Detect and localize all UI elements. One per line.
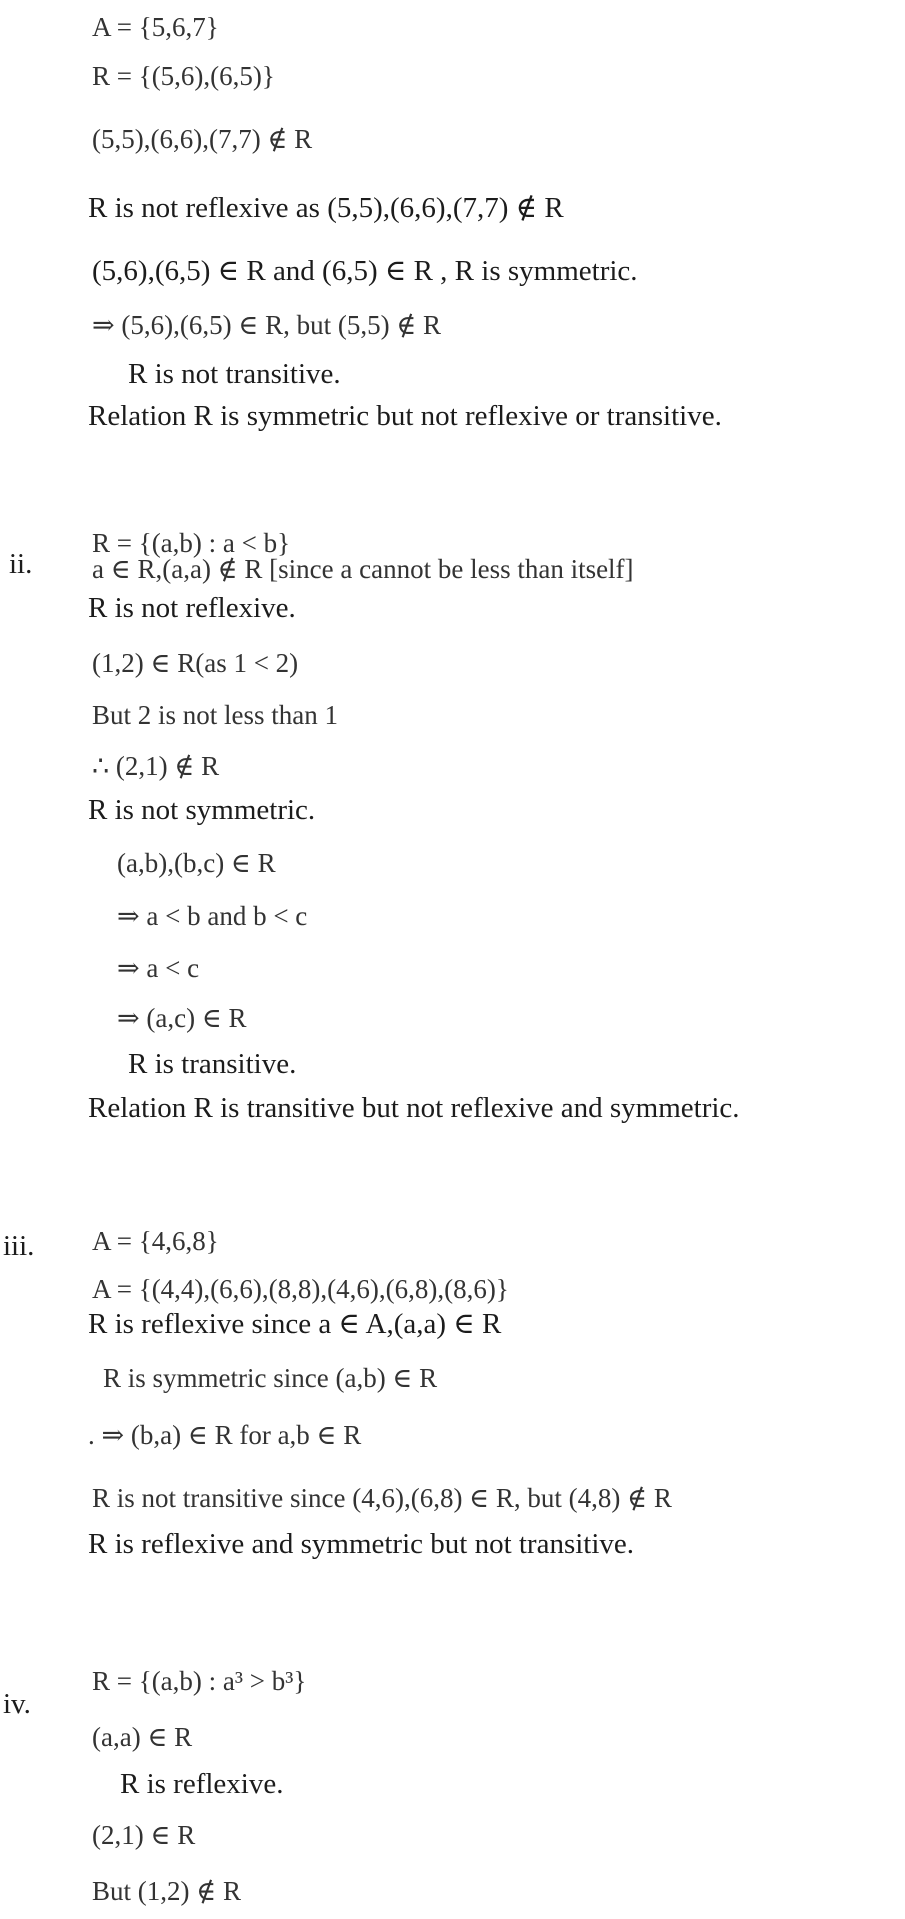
conclusion-line: Relation R is symmetric but not reflexive or transitive. — [88, 400, 722, 432]
conclusion-line: R is reflexive and symmetric but not transitive. — [88, 1528, 635, 1560]
math-line: ⇒ (a,c) ∈ R — [117, 1003, 247, 1033]
math-line: ⇒ (5,6),(6,5) ∈ R, but (5,5) ∉ R — [92, 310, 442, 340]
set-a-definition: A = {5,6,7} — [92, 12, 219, 42]
math-line: (5,5),(6,6),(7,7) ∉ R — [92, 124, 313, 154]
text-line: R is not reflexive as (5,5),(6,6),(7,7) ∉ R — [88, 192, 564, 224]
math-line: R is not transitive since (4,6),(6,8) ∈ R, but (4,8) ∉ R — [92, 1483, 672, 1513]
math-line: (a,b),(b,c) ∈ R — [117, 848, 276, 878]
math-line: ⇒ a < b and b < c — [117, 901, 308, 931]
item-number: iv. — [3, 1688, 31, 1720]
math-line: But (1,2) ∉ R — [92, 1876, 241, 1906]
relation-definition: R = {(a,b) : a³ > b³} — [92, 1666, 307, 1696]
text-line: R is transitive. — [128, 1048, 297, 1080]
text-line: R is not reflexive. — [88, 592, 296, 624]
math-line: . ⇒ (b,a) ∈ R for a,b ∈ R — [88, 1420, 362, 1450]
item-number: ii. — [9, 548, 33, 580]
item-number: iii. — [3, 1230, 35, 1262]
relation-definition: R = {(5,6),(6,5)} — [92, 61, 275, 91]
text-line: R is not symmetric. — [88, 794, 316, 826]
math-line: But 2 is not less than 1 — [92, 700, 339, 730]
relation-definition: A = {(4,4),(6,6),(8,8),(4,6),(6,8),(8,6)} — [92, 1274, 509, 1304]
math-line: a ∈ R,(a,a) ∉ R [since a cannot be less than itself] — [92, 554, 634, 584]
text-line: R is reflexive. — [120, 1768, 284, 1800]
text-line: R is reflexive since a ∈ A,(a,a) ∈ R — [88, 1308, 502, 1340]
math-line: (a,a) ∈ R — [92, 1722, 193, 1752]
conclusion-line: Relation R is transitive but not reflexive and symmetric. — [88, 1092, 740, 1124]
math-line: (1,2) ∈ R(as 1 < 2) — [92, 648, 299, 678]
relation-definition: R = {(a,b) : a < b} — [92, 528, 291, 558]
text-line: R is not transitive. — [128, 358, 341, 390]
math-line: ∴ (2,1) ∉ R — [92, 751, 220, 781]
math-line: R is symmetric since (a,b) ∈ R — [103, 1363, 438, 1393]
math-line: ⇒ a < c — [117, 953, 200, 983]
set-a-definition: A = {4,6,8} — [92, 1226, 219, 1256]
text-line: (5,6),(6,5) ∈ R and (6,5) ∈ R , R is symmetric. — [92, 255, 638, 287]
math-line: (2,1) ∈ R — [92, 1820, 196, 1850]
